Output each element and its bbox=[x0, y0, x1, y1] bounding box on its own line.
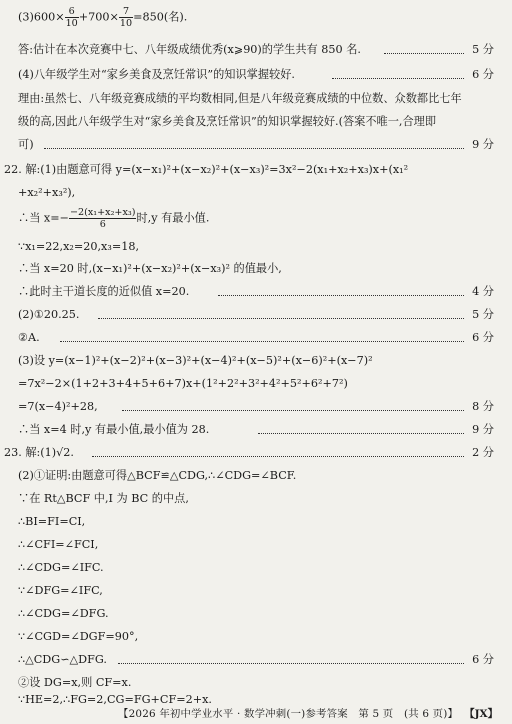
dot-leader bbox=[384, 53, 464, 54]
q4-line-4: 可) bbox=[18, 138, 34, 151]
frac-num: 6 bbox=[65, 6, 79, 18]
score-mark: 9 分 bbox=[472, 138, 494, 151]
q23-line-4: ∴BI=FI=CI, bbox=[18, 515, 86, 528]
fraction-7-10 bbox=[119, 6, 133, 29]
q3-text-b: +700× bbox=[78, 10, 119, 24]
region-tag: 【JX】 bbox=[464, 708, 498, 720]
q4-line-2: 理由:虽然七、八年级竞赛成绩的平均数相同,但是八年级竞赛成绩的中位数、众数都比七年 bbox=[18, 92, 462, 105]
q23-line-1: 23. 解:(1)√2. bbox=[4, 446, 74, 459]
q23-line-6: ∴∠CDG=∠IFC. bbox=[18, 561, 104, 574]
q22-line-1: 22. 解:(1)由题意可得 y=(x−x₁)²+(x−x₂)²+(x−x₃)²=3x²−2(x₁+x₂+x₃)x+(x₁² bbox=[4, 163, 409, 176]
q22-line-10: =7x²−2×(1+2+3+4+5+6+7)x+(1²+2²+3²+4²+5²+6²+7²) bbox=[18, 377, 348, 390]
score-mark: 8 分 bbox=[472, 400, 494, 413]
q3-text-a: (3)600× bbox=[18, 10, 65, 24]
dot-leader bbox=[98, 318, 464, 319]
frac-num: 7 bbox=[119, 6, 133, 18]
q23-line-10: ∴△CDG∽△DFG. bbox=[18, 653, 107, 666]
dot-leader bbox=[122, 410, 464, 411]
q3-calc-line bbox=[18, 6, 187, 29]
q3-text-c: =850(名). bbox=[133, 10, 188, 24]
q23-line-2: (2)①证明:由题意可得△BCF≌△CDG,∴∠CDG=∠BCF. bbox=[18, 469, 297, 482]
score-mark: 4 分 bbox=[472, 285, 494, 298]
frac-den: 10 bbox=[119, 18, 133, 29]
score-mark: 5 分 bbox=[472, 43, 494, 56]
q22-line-3 bbox=[18, 207, 209, 230]
q22-line-4: ∵x₁=22,x₂=20,x₃=18, bbox=[18, 240, 139, 253]
frac-den: 10 bbox=[65, 18, 78, 29]
page-footer: 【2026 年初中学业水平 · 数学冲刺(一)参考答案 第 5 页 (共 6 页)】 bbox=[118, 708, 459, 720]
q22-line-11: =7(x−4)²+28, bbox=[18, 400, 98, 413]
score-mark: 6 分 bbox=[472, 653, 494, 666]
q22-line-7: (2)①20.25. bbox=[18, 308, 80, 321]
q22-line-12: ∴当 x=4 时,y 有最小值,最小值为 28. bbox=[18, 423, 210, 436]
dot-leader bbox=[258, 433, 464, 434]
q22-line-6: ∴此时主干道长度的近似值 x=20. bbox=[18, 285, 190, 298]
q23-line-3: ∵在 Rt△BCF 中,I 为 BC 的中点, bbox=[18, 492, 189, 505]
score-mark: 6 分 bbox=[472, 331, 494, 344]
frac-num: −2(x₁+x₂+x₃) bbox=[70, 207, 136, 218]
q22-line-5: ∴当 x=20 时,(x−x₁)²+(x−x₂)²+(x−x₃)² 的值最小, bbox=[18, 262, 282, 275]
dot-leader bbox=[218, 295, 464, 296]
q3-answer-line: 答:估计在本次竞赛中七、八年级成绩优秀(x⩾90)的学生共有 850 名. bbox=[18, 43, 361, 56]
q22-line-2: +x₂²+x₃²), bbox=[18, 186, 76, 199]
dot-leader bbox=[332, 78, 464, 79]
q22-l3-text-a: ∴当 x=− bbox=[18, 211, 69, 225]
q23-line-12: ∵HE=2,∴FG=2,CG=FG+CF=2+x. bbox=[18, 693, 212, 706]
dot-leader bbox=[60, 341, 464, 342]
score-mark: 6 分 bbox=[472, 68, 494, 81]
q23-line-5: ∴∠CFI=∠FCI, bbox=[18, 538, 99, 551]
q22-l3-text-b: 时,y 有最小值. bbox=[136, 211, 210, 225]
dot-leader bbox=[118, 663, 464, 664]
q4-line-3: 级的高,因此八年级学生对“家乡美食及烹饪常识”的知识掌握较好.(答案不唯一,合理即 bbox=[18, 115, 437, 128]
dot-leader bbox=[92, 456, 464, 457]
q23-line-8: ∴∠CDG=∠DFG. bbox=[18, 607, 109, 620]
fraction-6-10 bbox=[65, 6, 79, 29]
score-mark: 2 分 bbox=[472, 446, 494, 459]
q22-line-8: ②A. bbox=[18, 331, 40, 344]
frac-den: 6 bbox=[99, 219, 106, 230]
q23-line-7: ∵∠DFG=∠IFC, bbox=[18, 584, 103, 597]
score-mark: 5 分 bbox=[472, 308, 494, 321]
score-mark: 9 分 bbox=[472, 423, 494, 436]
dot-leader bbox=[44, 148, 464, 149]
q22-line-9: (3)设 y=(x−1)²+(x−2)²+(x−3)²+(x−4)²+(x−5)²+(x−6)²+(x−7)² bbox=[18, 354, 373, 367]
fraction-min-x bbox=[69, 207, 136, 230]
q23-line-11: ②设 DG=x,则 CF=x. bbox=[18, 676, 132, 689]
q23-line-9: ∵∠CGD=∠DGF=90°, bbox=[18, 630, 139, 643]
q4-line-1: (4)八年级学生对“家乡美食及烹饪常识”的知识掌握较好. bbox=[18, 68, 295, 81]
